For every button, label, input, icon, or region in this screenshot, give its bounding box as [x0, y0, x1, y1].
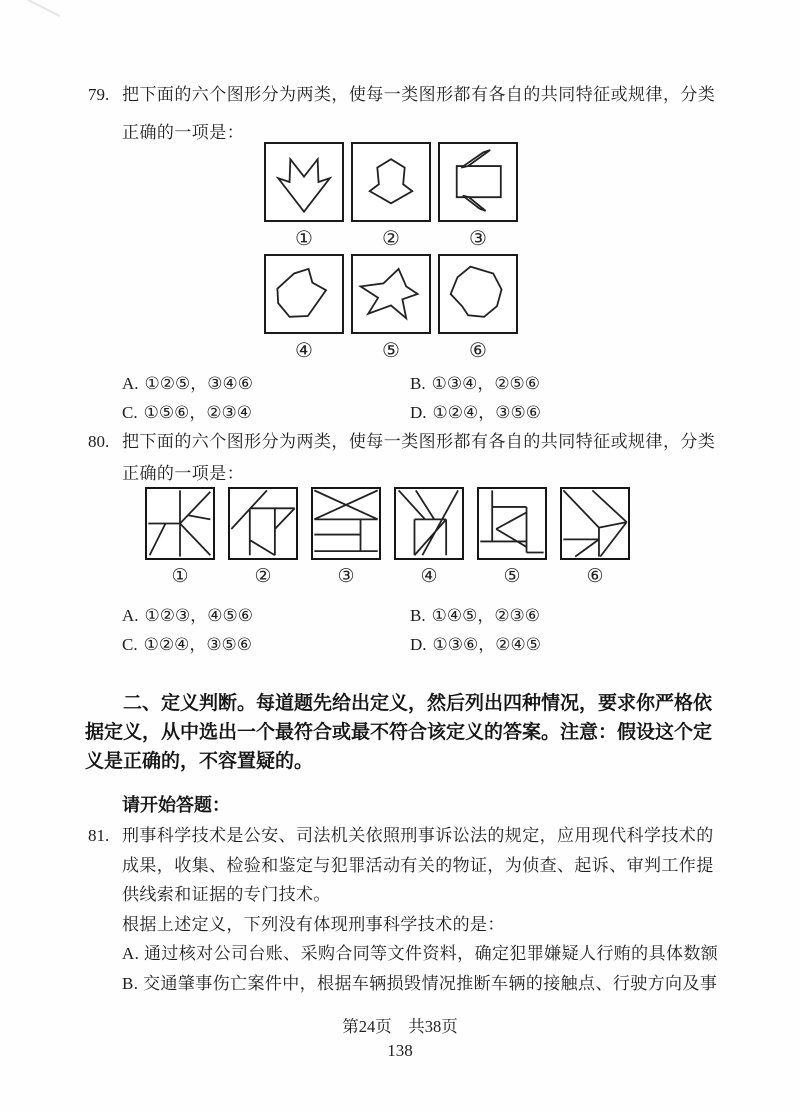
rectangle-with-flags-icon [440, 144, 516, 220]
start-answering-prompt: 请开始答题： [122, 795, 230, 815]
q80-figure-2 [228, 487, 298, 560]
section-2-line1: 二、定义判断。每道题先给出定义，然后列出四种情况，要求你严格依 [123, 693, 713, 714]
question-80-line2: 正确的一项是： [122, 464, 245, 483]
question-81-option-a: A. 通过核对公司台账、采购合同等文件资料，确定犯罪嫌疑人行贿的具体数额 [122, 944, 719, 963]
q79-figure-label-1: ① [295, 228, 313, 250]
q80-figure-3 [311, 487, 381, 560]
q79-figure-1 [264, 142, 344, 222]
q79-figure-4 [264, 254, 344, 334]
question-81 [88, 821, 756, 998]
q80-figure-label-2: ② [254, 566, 272, 587]
q79-figure-label-2: ② [382, 228, 400, 250]
bell-shape-icon [353, 144, 429, 220]
question-81-line4: 根据上述定义，下列没有体现刑事科学技术的是： [122, 914, 505, 934]
q80-figure-6 [560, 487, 630, 560]
stray-pen-mark [24, 0, 61, 17]
page-number: 138 [387, 1041, 413, 1060]
notched-polygon-icon [266, 256, 342, 332]
divided-square-4-icon [396, 489, 462, 558]
question-80-number: 80. [88, 432, 110, 451]
q79-figure-row-2 [264, 254, 518, 364]
question-81-line3: 供线索和证据的专门技术。 [122, 885, 331, 904]
q80-figure-1 [145, 487, 215, 560]
q79-figure-label-4: ④ [295, 340, 313, 362]
question-81-option-b: B. 交通肇事伤亡案件中，根据车辆损毁情况推断车辆的接触点、行驶方向及事 [122, 973, 718, 993]
q80-figure-label-4: ④ [420, 566, 438, 587]
q79-option-d: D. ①②④，③⑤⑥ [410, 403, 541, 422]
question-81-number: 81. [88, 826, 110, 845]
q79-figure-2 [351, 142, 431, 222]
section-2-line3: 义是正确的，不容置疑的。 [85, 751, 314, 772]
q79-figure-label-3: ③ [469, 228, 487, 250]
q80-figure-label-6: ⑥ [586, 566, 604, 587]
page-footer: 第24页 共38页 [342, 1017, 458, 1036]
section-2-header [85, 689, 753, 776]
four-point-star-icon [353, 256, 429, 332]
q79-figure-label-5: ⑤ [382, 340, 400, 362]
q79-options [122, 369, 682, 427]
q79-option-b: B. ①③④，②⑤⑥ [410, 374, 541, 393]
q80-figure-label-3: ③ [337, 566, 355, 587]
divided-square-2-icon [230, 489, 296, 558]
section-2-line2: 据定义，从中选出一个最符合或最不符合该定义的答案。注意：假设这个定 [85, 722, 713, 743]
q80-figure-label-1: ① [171, 566, 189, 587]
question-79-number: 79. [88, 85, 110, 104]
q80-option-d: D. ①③⑥，②④⑤ [410, 635, 541, 654]
q80-figure-5 [477, 487, 547, 560]
divided-square-5-icon [479, 489, 545, 558]
q79-option-c: C. ①⑤⑥，②③④ [122, 403, 253, 422]
divided-square-3-icon [313, 489, 379, 558]
irregular-heptagon-icon [440, 256, 516, 332]
question-81-line2: 成果，收集、检验和鉴定与犯罪活动有关的物证，为侦查、起诉、审判工作提 [122, 855, 714, 875]
q79-figure-label-6: ⑥ [469, 340, 487, 362]
divided-square-1-icon [147, 489, 213, 558]
question-79-line1: 把下面的六个图形分为两类，使每一类图形都有各自的共同特征或规律，分类 [122, 85, 716, 104]
down-arrow-icon [266, 144, 342, 220]
q80-options [122, 601, 682, 659]
question-80-stem [88, 426, 758, 490]
question-79-stem [88, 76, 758, 152]
question-80-line1: 把下面的六个图形分为两类，使每一类图形都有各自的共同特征或规律，分类 [122, 432, 716, 451]
q80-option-c: C. ①②④，③⑤⑥ [122, 635, 253, 654]
q80-option-b: B. ①④⑤，②③⑥ [410, 606, 541, 625]
divided-square-6-icon [562, 489, 628, 558]
q80-option-a: A. ①②③，④⑤⑥ [122, 606, 253, 625]
q80-figure-4 [394, 487, 464, 560]
q80-figure-label-5: ⑤ [503, 566, 521, 587]
q79-option-a: A. ①②⑤，③④⑥ [122, 374, 253, 393]
question-79-line2: 正确的一项是： [122, 123, 245, 142]
q79-figure-6 [438, 254, 518, 334]
q79-figure-5 [351, 254, 431, 334]
q79-figure-3 [438, 142, 518, 222]
q80-figure-row [145, 487, 630, 589]
q79-figure-row-1 [264, 142, 518, 252]
question-81-line1: 刑事科学技术是公安、司法机关依照刑事诉讼法的规定，应用现代科学技术的 [122, 826, 714, 845]
